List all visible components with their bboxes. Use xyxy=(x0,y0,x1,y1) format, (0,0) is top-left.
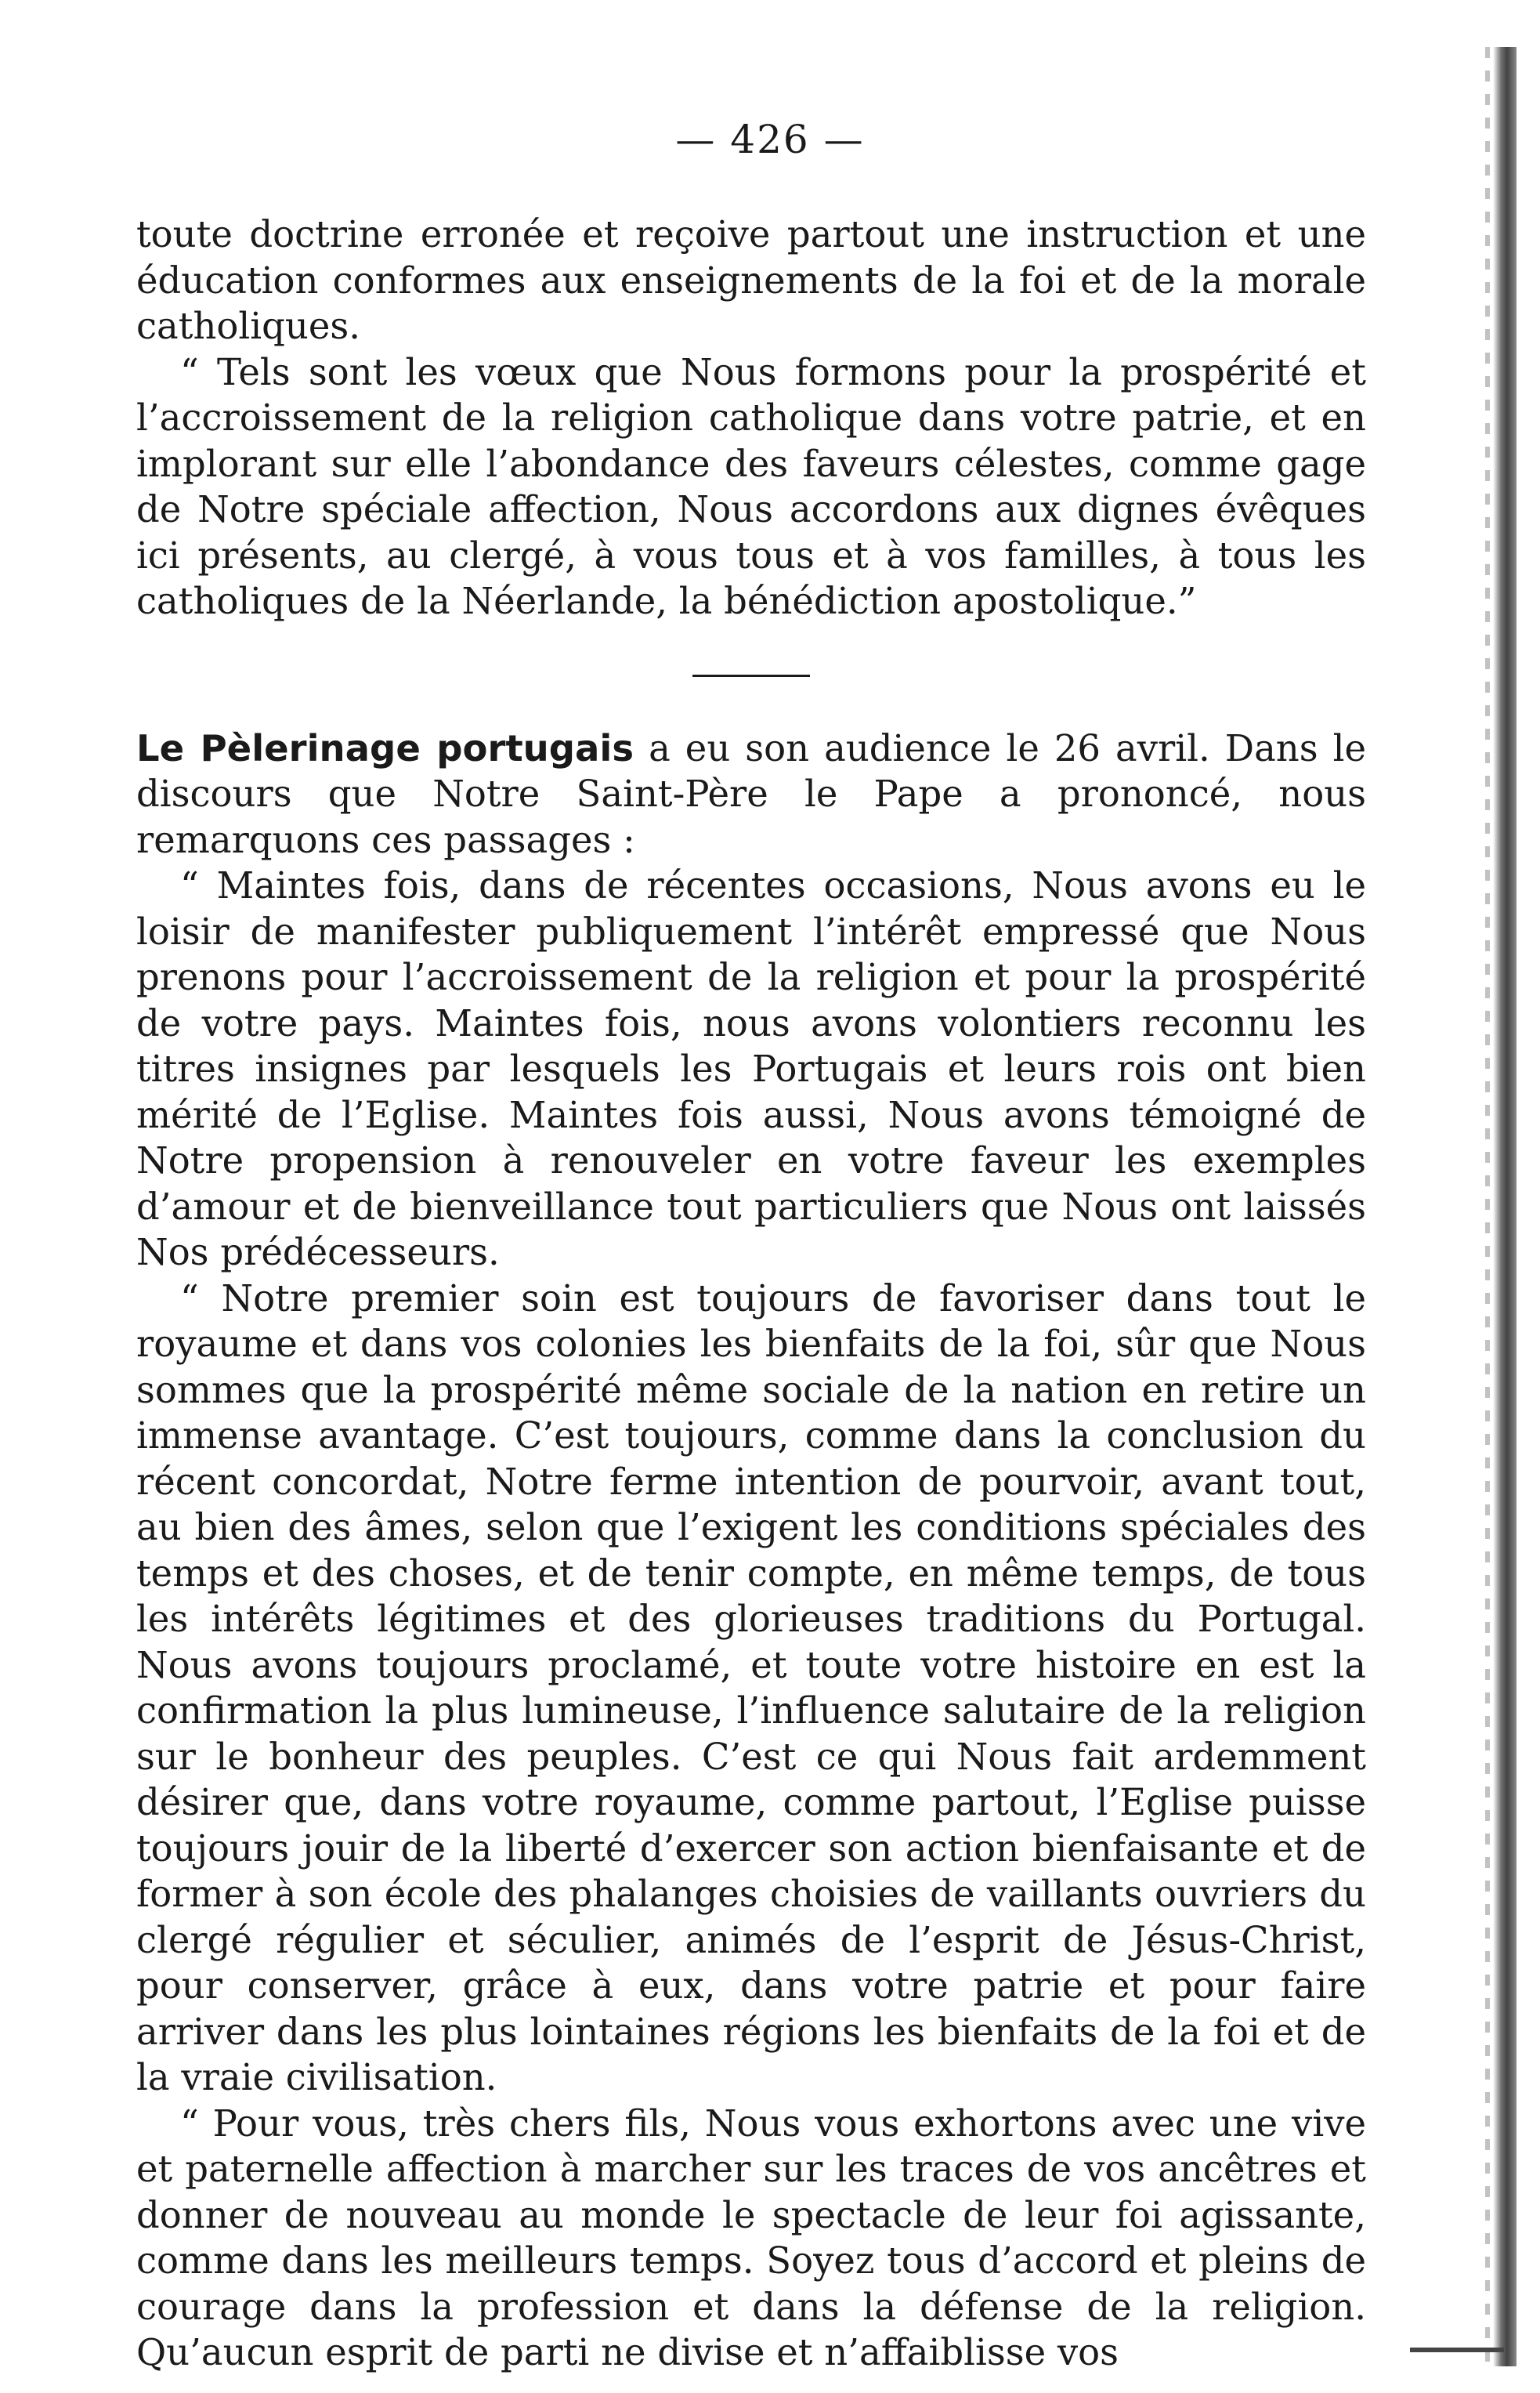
section-lead-in: Le Pèlerinage portugais xyxy=(136,726,634,769)
scan-binding-shadow xyxy=(1493,47,1517,2366)
page-number: — 426 — xyxy=(675,117,865,162)
scan-edge-marks xyxy=(1485,47,1490,2366)
paragraph-quote-2: “ Notre premier soin est toujours de favoriser dans tout le royaume et dans vos colonies les bienfaits de la foi, sûr que Nous sommes que la prospérité même sociale de la nation en retire un immense avantage. C’est toujours, comme dans la conclusion du récent concordat, Notre ferme intention de pourvoir, avant tout, au bien des âmes, selon que l’exigent les conditions spéciales des temps et des choses, et de tenir compte, en même temps, de tous les intérêts légitimes et des glorieuses traditions du Portugal. Nous avons toujours proclamé, et toute votre histoire en est la confirmation la plus lumineuse, l’influence salutaire de la religion sur le bonheur des peuples. C’est ce qui Nous fait ardemment désirer que, dans votre royaume, comme partout, l’Eglise puisse toujours jouir de la liberté d’exercer son action bienfaisante et de former à son école des phalanges choisies de vaillants ouvriers du clergé régulier et séculier, animés de l’esprit de Jésus-Christ, pour conserver, grâce à eux, dans votre patrie et pour faire arriver dans les plus lointaines régions les bienfaits de la foi et de la vraie civilisation. xyxy=(136,1276,1366,2098)
body-text xyxy=(136,212,1366,2376)
section-lead-text: a eu son audience le 26 avril. Dans le discours que Notre Saint-Père le Pape a prononcé, nous remarquons ces passages : xyxy=(136,726,1367,861)
paragraph-quote-1: “ Maintes fois, dans de récentes occasions, Nous avons eu le loisir de manifester publiquement l’intérêt empressé que Nous prenons pour l’accroissement de la religion et pour la prospérité de votre pays. Maintes fois, nous avons volontiers reconnu les titres insignes par lesquels les Portugais et leurs rois ont bien mérité de l’Eglise. Maintes fois aussi, Nous avons témoigné de Notre propension à renouveler en votre faveur les exemples d’amour et de bienveillance tout particuliers que Nous ont laissés Nos prédécesseurs. xyxy=(136,864,1366,1273)
paragraph-section-intro xyxy=(136,726,1366,863)
section-divider xyxy=(692,675,810,677)
paragraph-blessing-quote: “ Tels sont les vœux que Nous formons pour la prospérité et l’accroissement de la religion catholique dans votre patrie, et en implorant sur elle l’abondance des faveurs célestes, comme gage de Notre spéciale affection, Nous accordons aux dignes évêques ici présents, au clergé, à vous tous et à vos familles, à tous les catholiques de la Néerlande, la bénédiction apostolique.” xyxy=(136,350,1366,622)
paragraph-quote-3: “ Pour vous, très chers fils, Nous vous exhortons avec une vive et paternelle affection à marcher sur les traces de vos ancêtres et donner de nouveau au monde le spectacle de leur foi agissante, comme dans les meilleurs temps. Soyez tous d’accord et pleins de courage dans la profession et dans la défense de la religion. Qu’aucun esprit de parti ne divise et n’affaiblisse vos xyxy=(136,2102,1366,2373)
scan-corner-mark xyxy=(1410,2348,1504,2352)
paragraph-continuation: toute doctrine erronée et reçoive partout une instruction et une éducation conformes aux enseignements de la foi et de la morale catholiques. xyxy=(136,213,1366,347)
